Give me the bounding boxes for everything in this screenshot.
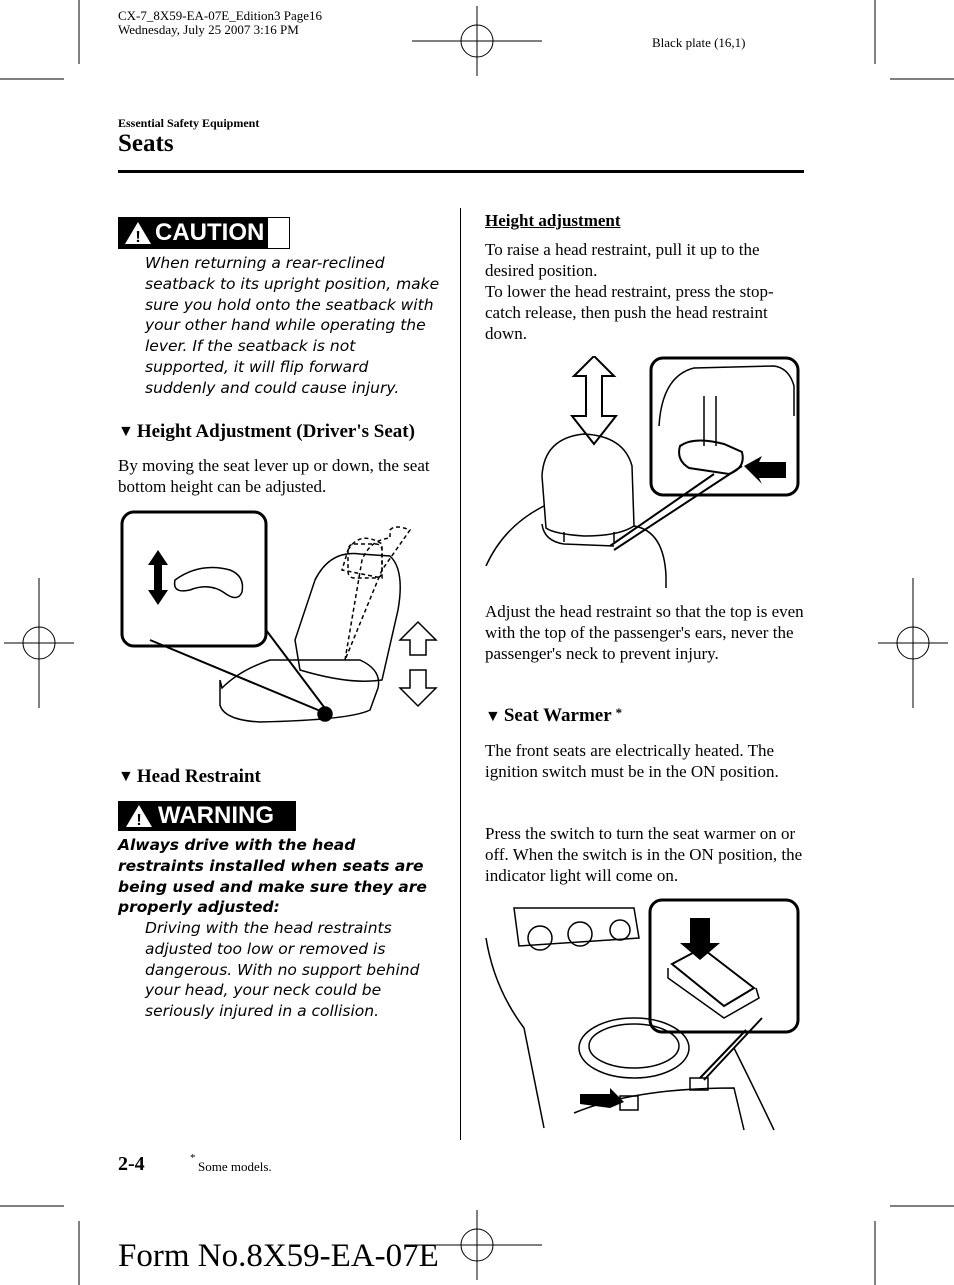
triangle-down-icon: ▼ — [118, 768, 134, 785]
plate-label: Black plate (16,1) — [652, 35, 746, 50]
footnote-star: * — [190, 1152, 196, 1164]
form-number: Form No.8X59-EA-07E — [118, 1238, 439, 1274]
seat-warmer-heading — [485, 705, 622, 727]
seat-warmer-text2: Press the switch to turn the seat warmer on or off. When the switch is in the ON position, the indicator light will come on. — [485, 824, 803, 885]
head-restraint-heading — [118, 766, 261, 788]
height-adjustment-heading-text: Height Adjustment (Driver's Seat) — [136, 421, 415, 442]
warning-badge — [118, 801, 296, 831]
warning-text: Driving with the head restraints adjusted too low or removed is dangerous. With no support behind your head, your neck could be seriously injured in a collision. — [145, 919, 420, 1021]
triangle-down-icon: ▼ — [118, 423, 134, 440]
registration-mark-icon — [4, 578, 74, 708]
page-number: 2-4 — [118, 1153, 145, 1175]
warning-label: WARNING — [158, 802, 274, 829]
some-models-star: * — [615, 705, 623, 720]
adjust-head-restraint-text: Adjust the head restraint so that the top is even with the top of the passenger's ears, never the passenger's neck to prevent injury. — [485, 602, 804, 663]
title-rule — [118, 170, 804, 173]
file-info-line2: Wednesday, July 25 2007 3:16 PM — [118, 22, 299, 37]
head-restraint-heading-text: Head Restraint — [136, 766, 261, 787]
svg-text:!: ! — [135, 229, 141, 246]
seat-lever-illustration — [120, 510, 440, 738]
footnote: Some models. — [198, 1159, 272, 1174]
registration-mark-icon — [412, 6, 542, 76]
warning-triangle-icon — [124, 803, 154, 829]
warning-bold-text: Always drive with the head restraints installed when seats are being used and make sure they are properly adjusted: — [118, 836, 427, 917]
triangle-down-icon: ▼ — [485, 708, 501, 725]
caution-badge — [118, 217, 290, 249]
svg-text:!: ! — [136, 812, 142, 829]
column-divider — [460, 208, 461, 1140]
file-info-line1: CX-7_8X59-EA-07E_Edition3 Page16 — [118, 8, 323, 23]
seat-warmer-heading-text: Seat Warmer — [503, 705, 612, 726]
head-restraint-illustration — [484, 356, 804, 592]
height-adjustment-heading — [118, 421, 415, 443]
registration-mark-icon — [878, 578, 948, 708]
seat-warmer-text1: The front seats are electrically heated. The ignition switch must be in the ON position. — [485, 741, 779, 781]
height-adjustment-text: By moving the seat lever up or down, the seat bottom height can be adjusted. — [118, 456, 430, 496]
height-adjustment-lower-text: To lower the head restraint, press the stop-catch release, then push the head restraint down. — [485, 282, 774, 343]
caution-text: When returning a rear-reclined seatback to its upright position, make sure you hold onto the seatback with your other hand while operating the lever. If the seatback is not supported, it will flip forward suddenly and could cause injury. — [145, 254, 440, 397]
seat-warmer-illustration — [484, 898, 804, 1133]
page-title: Seats — [118, 130, 174, 157]
height-adjustment-raise-text: To raise a head restraint, pull it up to the desired position. — [485, 240, 760, 280]
height-adjustment-subtitle: Height adjustment — [485, 211, 621, 230]
warning-triangle-icon — [119, 218, 155, 248]
caution-label: CAUTION — [155, 218, 268, 248]
section-label: Essential Safety Equipment — [118, 116, 260, 130]
